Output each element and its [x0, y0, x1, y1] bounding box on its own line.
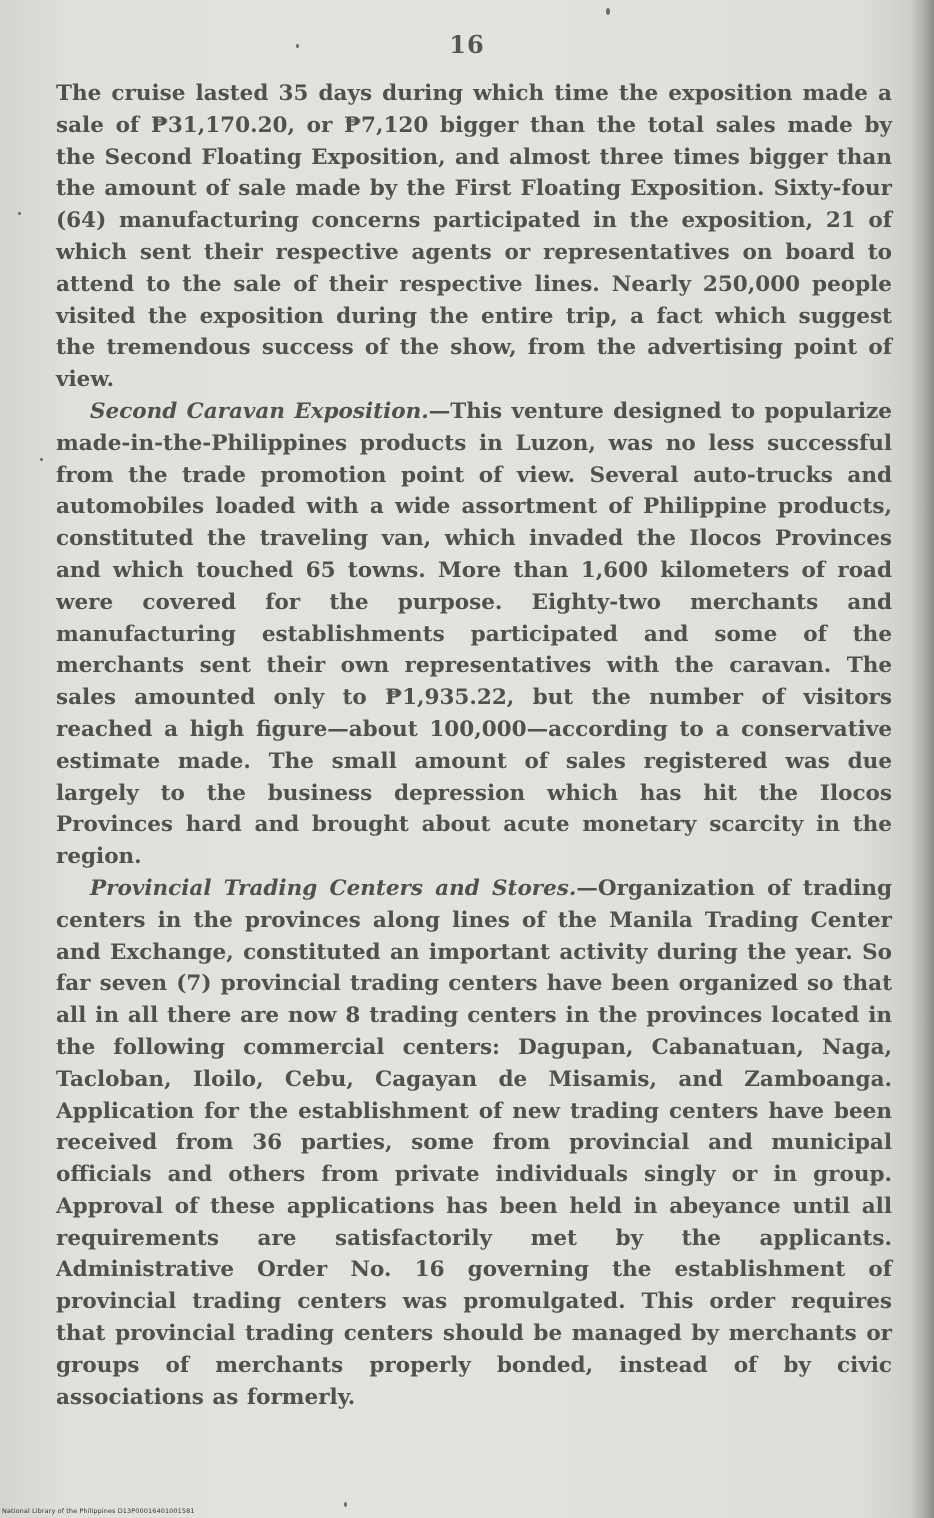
paragraph-trading-centers — [56, 873, 892, 1414]
paragraph-text: —This venture designed to popularize made-in-the-Philippines products in Luzon, was no less successful from the trade promotion point of view. Several auto-trucks and automobiles loaded with a wide assortment of Philippine products, constituted the traveling van, which invaded the Ilocos Provinces and which touched 65 towns. More than 1,600 kilometers of road were covered for the purpose. Eighty-two merchants and manufacturing establishments participated and some of the merchants sent their own representatives with the caravan. The sales amounted only to ₱1,935.22, but the number of visitors reached a high figure—about 100,000—according to a conservative estimate made. The small amount of sales registered was due largely to the business depression which has hit the Ilocos Provinces hard and brought about acute monetary scarcity in the region. — [56, 398, 892, 870]
page-edge-shadow — [910, 0, 934, 1518]
paragraph-text: —Organization of trading centers in the provinces along lines of the Manila Trading Center and Exchange, constituted an important activity during the year. So far seven (7) provincial trading centers have been organized so that all in all there are now 8 trading centers in the provinces located in the following commercial centers: Dagupan, Cabanatuan, Naga, Tacloban, Iloilo, Cebu, Cagayan de Misamis, and Zamboanga. Application for the establishment of new trading centers have been received from 36 parties, some from provincial and municipal officials and others from private individuals singly or in group. Approval of these applications has been held in abeyance until all requirements are satisfactorily met by the applicants. Administrative Order No. 16 governing the establishment of provincial trading centers was promulgated. This order requires that provincial trading centers should be managed by merchants or groups of merchants properly bonded, instead of by civic associations as formerly. — [56, 875, 892, 1410]
dust-speck — [606, 8, 610, 15]
paragraph-heading: Provincial Trading Centers and Stores. — [90, 875, 577, 901]
dust-speck — [344, 1502, 347, 1507]
archive-stamp: National Library of the Philippines D13P00016401001581 — [2, 1507, 195, 1515]
dust-speck — [18, 212, 21, 215]
dust-speck — [40, 458, 43, 461]
page-number: 16 — [449, 30, 485, 59]
paragraph-text: The cruise lasted 35 days during which time the exposition made a sale of ₱31,170.20, or ₱7,120 bigger than the total sales made by the Second Floating Exposition, and almost three times bigger than the amount of sale made by the First Floating Exposition. Sixty-four (64) manufacturing concerns participated in the exposition, 21 of which sent their respective agents or representatives on board to attend to the sale of their respective lines. Nearly 250,000 people visited the exposition during the entire trip, a fact which suggest the tremendous success of the show, from the advertising point of view. — [56, 81, 892, 393]
paragraph-cruise — [56, 78, 892, 396]
paragraph-second-caravan — [56, 396, 892, 873]
body-text — [56, 78, 892, 1413]
paragraph-heading: Second Caravan Exposition. — [90, 398, 429, 424]
